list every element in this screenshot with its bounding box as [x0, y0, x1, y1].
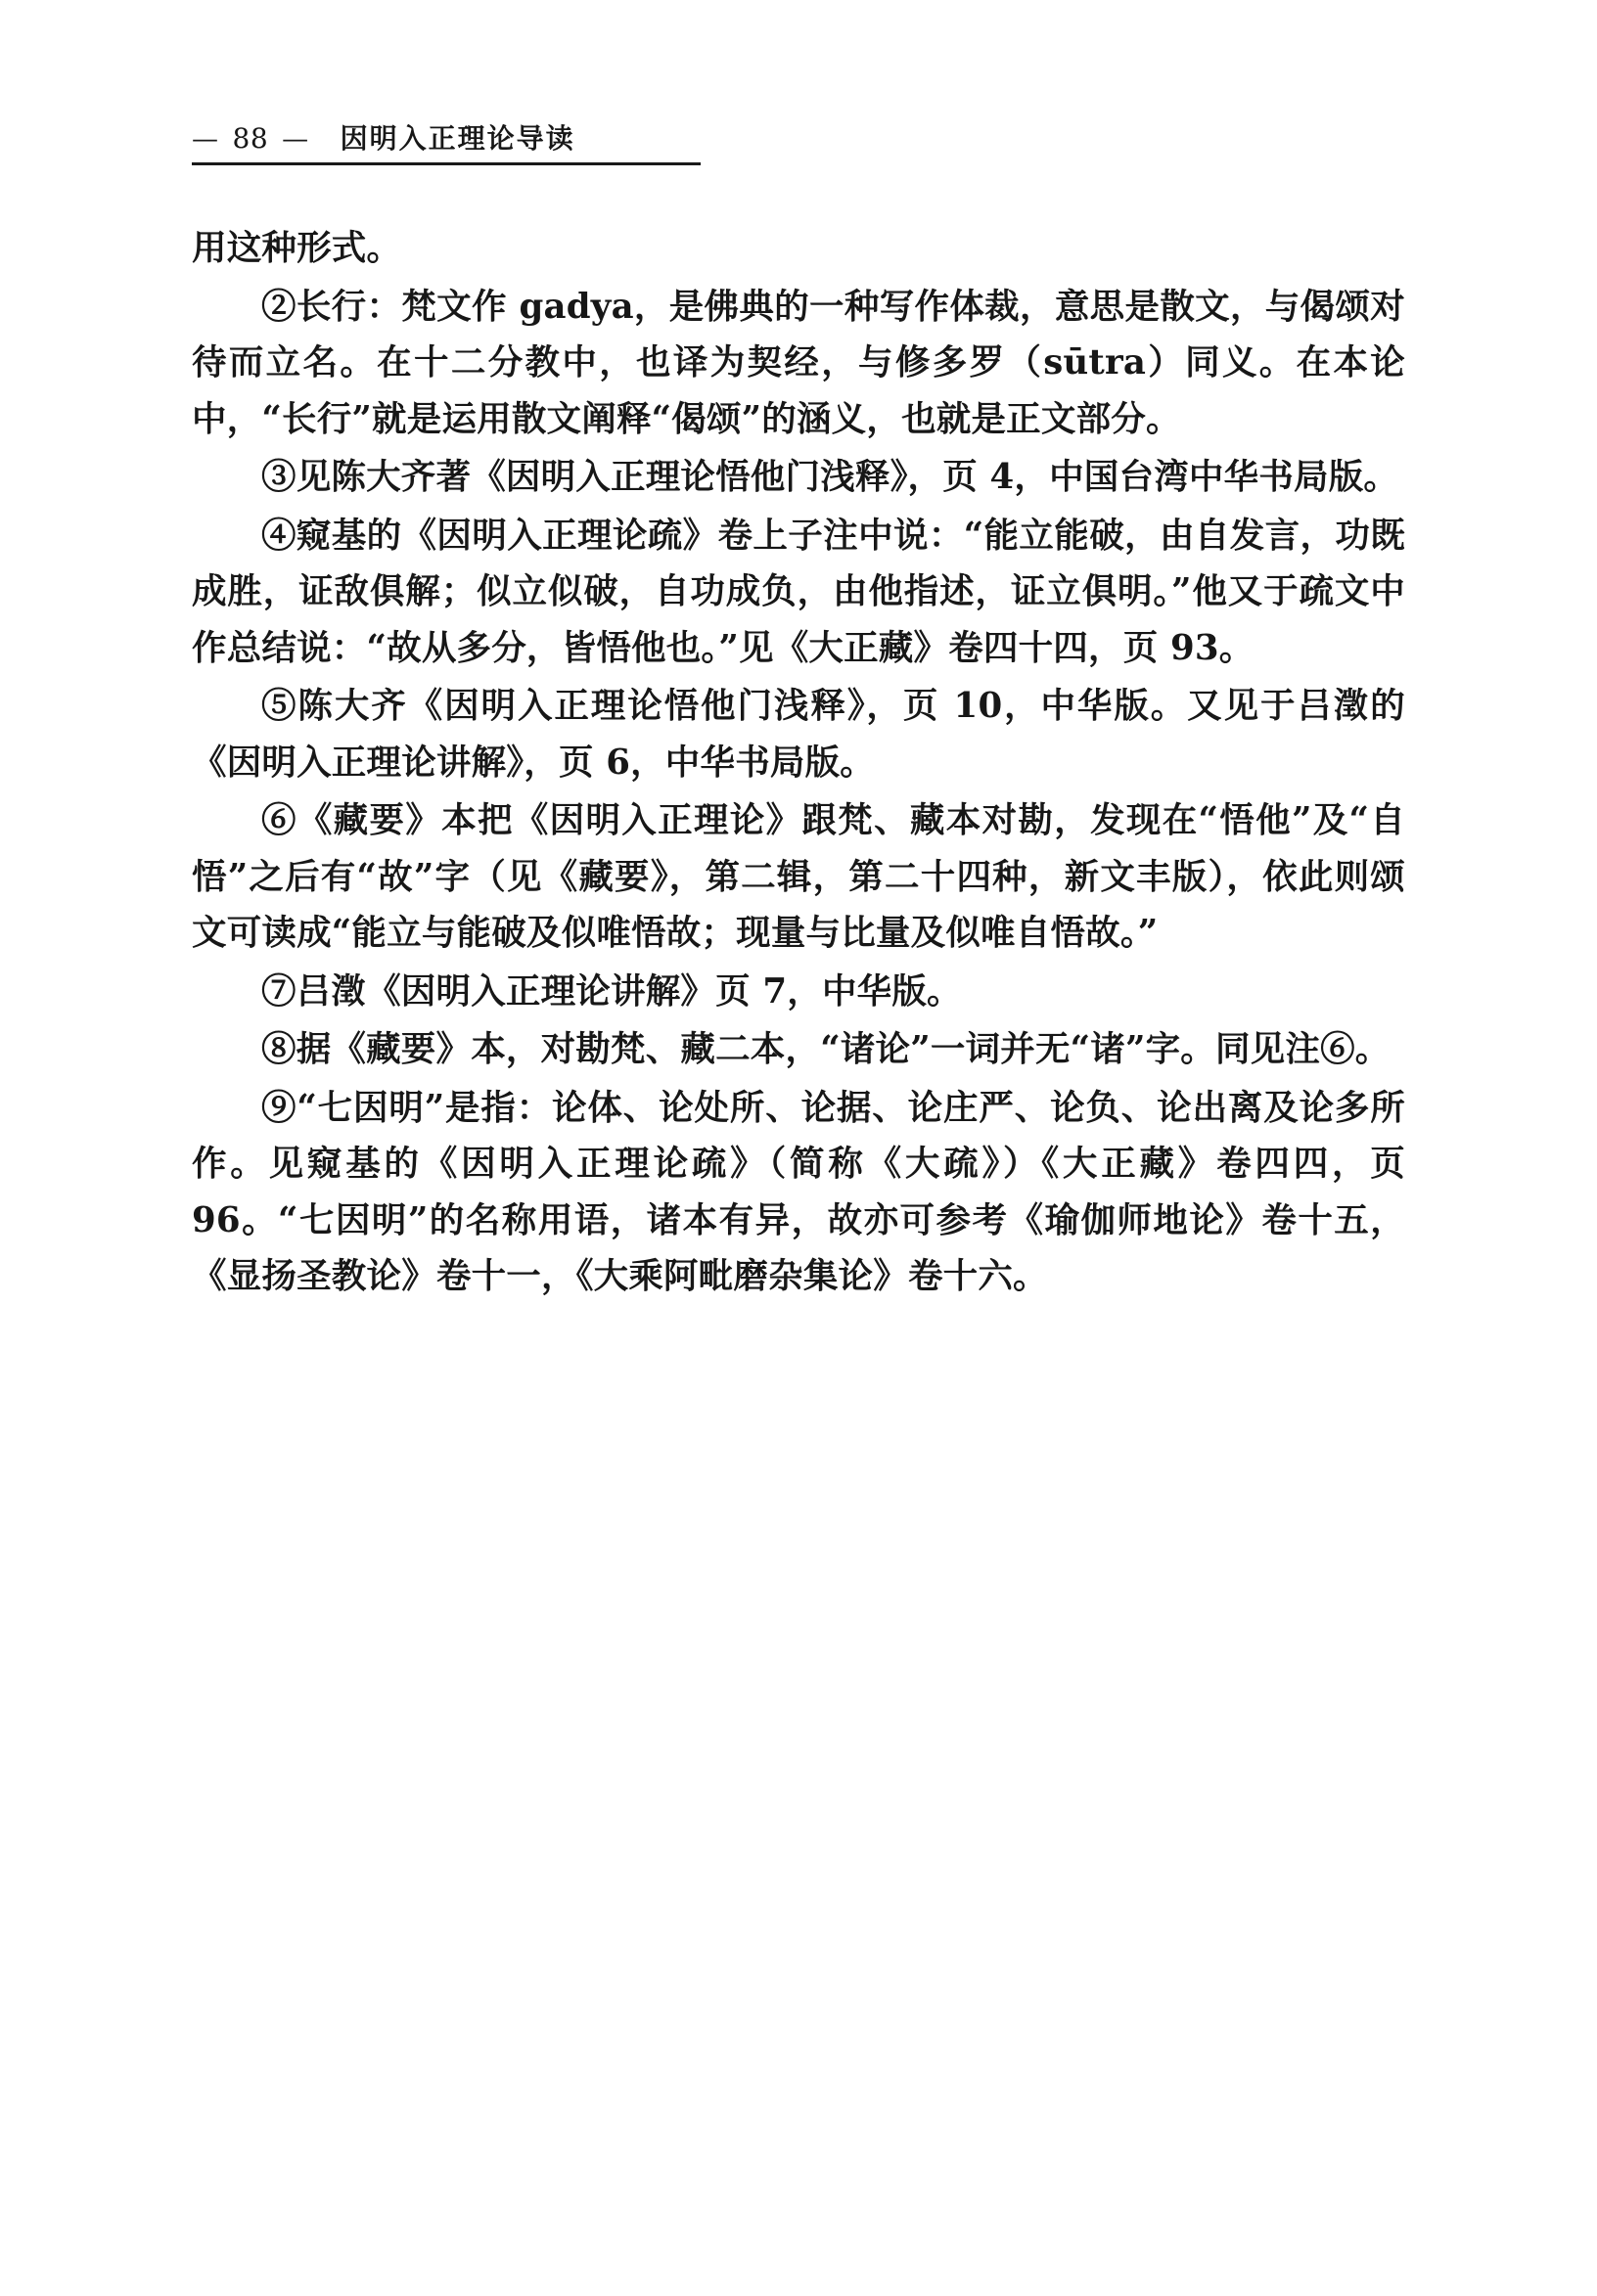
body-text [192, 220, 1405, 1305]
page-number: 88 [232, 122, 269, 155]
footnote-2: ②长行：梵文作 gadya，是佛典的一种写作体裁，意思是散文，与偈颂对待而立名。在十二分教中，也译为契经，与修多罗（sūtra）同义。在本论中，“长行”就是运用散文阐释“偈颂”的涵义，也就是正文部分。 [192, 286, 1405, 439]
page-content [192, 117, 1405, 1307]
footnote-4: ④窥基的《因明入正理论疏》卷上子注中说：“能立能破，由自发言，功既成胜，证敌俱解；似立似破，自功成负，由他指述，证立俱明。”他又于疏文中作总结说：“故从多分，皆悟他也。”见《大正藏》卷四十四，页 93。 [192, 515, 1405, 668]
paragraph: 用这种形式。 [192, 228, 402, 268]
footnote-5: ⑤陈大齐《因明入正理论悟他门浅释》，页 10，中华版。又见于吕澂的《因明入正理论讲解》，页 6，中华书局版。 [192, 686, 1405, 783]
header-right-dash: — [282, 124, 309, 155]
footnote-7: ⑦吕澂《因明入正理论讲解》页 7，中华版。 [261, 970, 962, 1012]
footnote-8: ⑧据《藏要》本，对勘梵、藏二本，“诸论”一词并无“诸”字。同见注⑥。 [261, 1029, 1391, 1069]
footnote-3: ③见陈大齐著《因明入正理论悟他门浅释》，页 4，中国台湾中华书局版。 [261, 457, 1399, 497]
footnote-9: ⑨“七因明”是指：论体、论处所、论据、论庄严、论负、论出离及论多所作。见窥基的《因明入正理论疏》（简称《大疏》）《大正藏》卷四四，页 96。“七因明”的名称用语，诸本有异，故亦可参考《瑜伽师地论》卷十五，《显扬圣教论》卷十一，《大乘阿毗磨杂集论》卷十六。 [192, 1087, 1405, 1296]
footnote-6: ⑥《藏要》本把《因明入正理论》跟梵、藏本对勘，发现在“悟他”及“自悟”之后有“故”字（见《藏要》，第二辑，第二十四种，新文丰版），依此则颂文可读成“能立与能破及似唯悟故；现量与比量及似唯自悟故。” [192, 800, 1405, 953]
running-header [192, 117, 701, 165]
book-title: 因明入正理论导读 [340, 122, 575, 155]
header-left-dash: — [192, 124, 219, 155]
